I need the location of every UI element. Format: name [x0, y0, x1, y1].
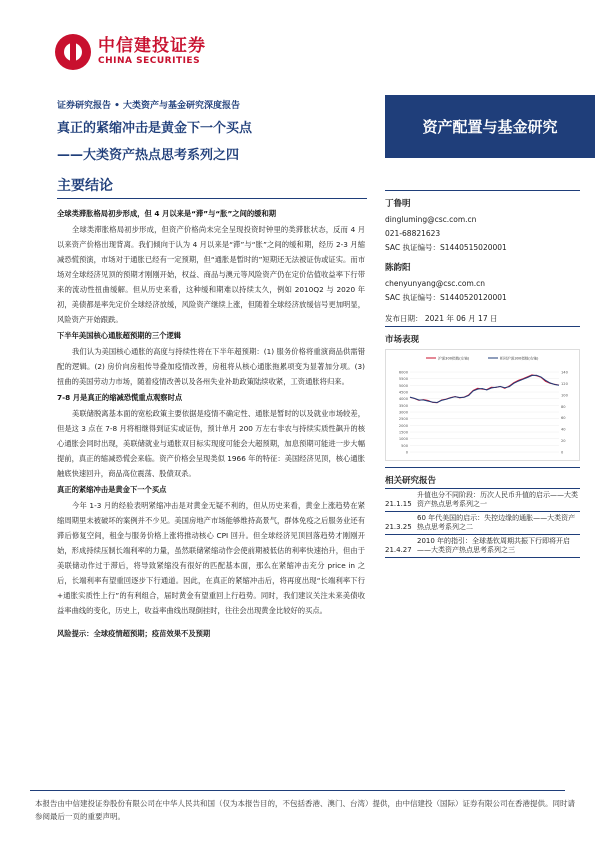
related-text[interactable]: 60 年代美国的启示：失控边缘的通胀——大类资产热点思考系列之二: [417, 514, 576, 531]
left-tick-label: 1000: [398, 437, 408, 442]
company-name-en: CHINA SECURITIES: [98, 56, 201, 66]
block-paragraph: 我们认为美国核心通胀的高度与持续性将在下半年超预期：(1) 服务价格将重演商品供需错配的逻辑。(2) 房价向房租传导叠加疫情改善，房租将从核心通胀拖累项变为显著加分项。(3) 扭曲的美国劳动力市场，随着疫情改善以及各州失业补助政策陆续收紧，工资通胀将归来。: [57, 347, 365, 386]
author-license: SAC 执证编号：S1440515020001: [385, 243, 507, 252]
report-title: 真正的紧缩冲击是黄金下一个买点: [57, 121, 253, 136]
related-text[interactable]: 升值也分不同阶段：历次人民币升值的启示——大类资产热点思考系列之一: [417, 491, 578, 508]
related-text[interactable]: 2010 年的指引：全球基钦周期共振下行即将开启——大类资产热点思考系列之三: [417, 537, 571, 554]
footer-divider: [30, 790, 565, 791]
section-title: 主要结论: [57, 178, 113, 194]
sidebar-divider: [385, 326, 580, 327]
related-date: 21.3.25: [385, 523, 412, 531]
legend-label: 沪深300指数(左轴): [438, 356, 470, 361]
publish-label: 发布日期：: [385, 314, 423, 323]
main-conclusions: [57, 205, 365, 641]
left-tick-label: 500: [401, 443, 408, 448]
author-phone: 021-68821623: [385, 229, 441, 238]
left-tick-label: 1500: [398, 430, 408, 435]
related-date: 21.4.27: [385, 546, 412, 554]
sidebar-divider: [385, 467, 580, 468]
left-tick-label: 3500: [398, 403, 408, 408]
report-subtitle: ——大类资产热点思考系列之四: [57, 148, 240, 163]
left-tick-label: 2000: [398, 423, 408, 428]
company-emblem-icon: [55, 34, 91, 70]
sidebar: [385, 190, 580, 558]
market-chart-svg: [386, 350, 579, 460]
company-logo: [55, 34, 206, 70]
right-tick-label: 0: [561, 450, 564, 455]
block-heading: 真正的紧缩冲击是黄金下一个买点: [57, 485, 167, 494]
right-tick-label: 100: [561, 393, 568, 398]
left-tick-label: 0: [405, 450, 408, 455]
block-paragraph: 全球类滞胀格局初步形成，但资产价格尚未完全呈现投资时钟里的类滞胀状态，反而 4 月以来资产价格出现背离。我们倾向于认为 4 月以来是“滞”与“胀”之间的缓和期，经历 2-3 月缩减恐慌预演，市场对于通胀已经有一定预期，但“通胀是暂时的”短期还无法被证伪或证实。而市场对全球经济见顶的预期才刚刚开始，权益、商品与澳元等风险资产仍在定价估值收益率下行带来的流动性扭曲缓解。但从历史来看，这种缓和期难以持续太久，例如 2010Q2 与 2020 年初，美债都是率先定价全球经济放缓，风险资产继续上涨，但随着全球经济放缓信号更加明显，风险资产开始跟跌。: [57, 225, 365, 324]
right-tick-label: 40: [561, 427, 566, 432]
category-banner: 资产配置与基金研究: [385, 95, 595, 158]
related-title: 相关研究报告: [385, 476, 437, 486]
left-tick-label: 3000: [398, 410, 408, 415]
related-divider: [385, 557, 580, 558]
author-block: [385, 260, 580, 305]
block-heading: 7-8 月是真正的缩减恐慌重点观察时点: [57, 393, 183, 402]
left-tick-label: 5000: [398, 383, 408, 388]
right-tick-label: 20: [561, 439, 566, 444]
left-tick-label: 2500: [398, 417, 408, 422]
market-chart: [385, 349, 580, 461]
block-heading: 全球类滞胀格局初步形成，但 4 月以来是“滞”与“胀”之间的缓和期: [57, 209, 277, 218]
related-report[interactable]: [385, 489, 580, 511]
left-tick-label: 4000: [398, 397, 408, 402]
right-tick-label: 60: [561, 416, 566, 421]
company-name-cn: 中信建投证券: [98, 36, 206, 56]
block-paragraph: 美联储脱离基本面的宽松政策主要依据是疫情不确定性、通胀是暂时的以及就业市场较差，但是这 3 点在 7-8 月将相继得到证实或证伪，预计单月 200 万左右非农与持续实质性飙升的核心通胀会同时出现，美联储就业与通胀双目标实现度可能会大超预期，加息预期可能进一步大幅提前，真正的缩减恐慌会来临。资产价格会呈现类似 1966 年的特征：美国经济见顶，核心通胀触底快速回升，商品高位震荡、股债双杀。: [57, 409, 365, 478]
author-name: 陈韵阳: [385, 263, 411, 273]
author-block: [385, 196, 580, 255]
author-email[interactable]: dingluming@csc.com.cn: [385, 215, 477, 224]
right-tick-label: 140: [561, 370, 568, 375]
publish-date: 2021 年 06 月 17 日: [424, 314, 498, 323]
footer-disclaimer: 本报告由中信建投证券股份有限公司在中华人民共和国（仅为本报告目的，不包括香港、澳门、台湾）提供，由中信建投（国际）证券有限公司在香港提供。同时请参阅最后一页的重要声明。: [35, 799, 575, 821]
left-tick-label: 6000: [398, 370, 408, 375]
right-tick-label: 80: [561, 404, 566, 409]
legend-label: 相对沪深300指数(右轴): [500, 356, 539, 361]
sidebar-divider: [385, 190, 580, 191]
left-tick-label: 4500: [398, 390, 408, 395]
right-tick-label: 120: [561, 381, 568, 386]
author-name: 丁鲁明: [385, 199, 411, 209]
related-date: 21.1.15: [385, 500, 412, 508]
risk-warning: 风险提示：全球疫情超预期；疫苗效果不及预期: [57, 629, 211, 638]
series-line-1: [410, 375, 559, 402]
block-heading: 下半年美国核心通胀超预期的三个逻辑: [57, 331, 182, 340]
author-email[interactable]: chenyunyang@csc.com.cn: [385, 279, 486, 288]
left-tick-label: 5500: [398, 377, 408, 382]
author-license: SAC 执证编号：S1440520120001: [385, 293, 507, 302]
report-type: 证券研究报告 • 大类资产与基金研究深度报告: [57, 101, 241, 111]
market-chart-title: 市场表现: [385, 335, 420, 345]
related-report[interactable]: [385, 512, 580, 534]
publish-info: [385, 311, 580, 326]
section-divider: [57, 198, 367, 199]
block-paragraph: 今年 1-3 月的经验表明紧缩冲击是对黄金无疑不利的，但从历史来看，黄金上涨趋势在紧缩周期里未被破坏的案例并不少见。美国房地产市场能够维持高景气，群体免疫之后服务业还有滞后修复空间，租金与服务价格上涨将推动核心 CPI 回升。但全球经济见顶回落趋势才刚刚开始，形成持续压制长端利率的力量，虽然联储紧缩动作会使前期被低估的利率快速抬升，但由于美联储动作过于滞后，将导致紧缩没有很好的匹配基本面，那么在紧缩冲击充分 price in 之后，长端利率有望重回逐步下行通道。因此，在真正的紧缩冲击后，将再度出现“长端利率下行+通胀实质性上行”的有利组合，届时黄金有望重回上行趋势。同时，我们建议关注未来美债收益率曲线的变化，历史上，收益率曲线出现倒挂时，往往会出现黄金比较好的买点。: [57, 501, 365, 615]
related-report[interactable]: [385, 535, 580, 557]
